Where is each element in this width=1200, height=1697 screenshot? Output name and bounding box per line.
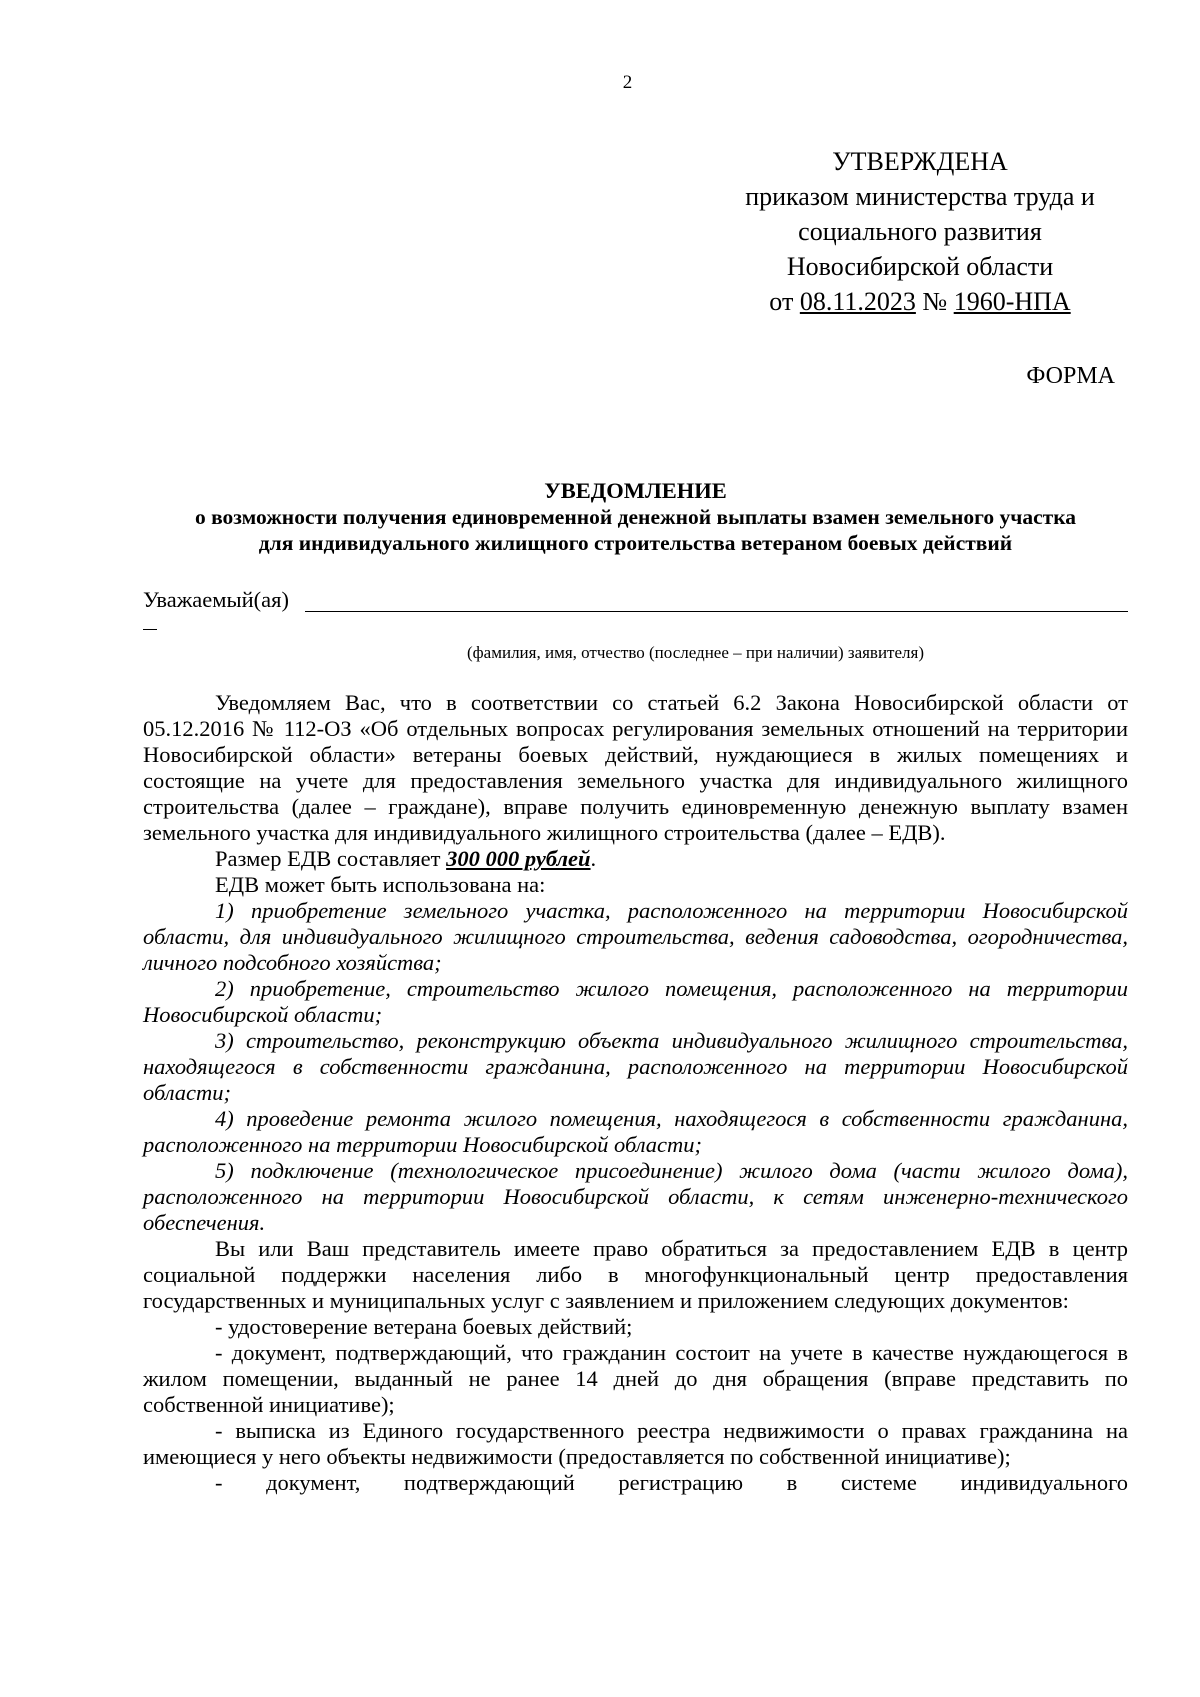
notice-title: УВЕДОМЛЕНИЕ [544, 478, 727, 503]
page-number: 2 [622, 72, 633, 93]
document-item-4: - документ, подтверждающий регистрацию в системе индивидуального [215, 1470, 1128, 1495]
document-item-3: - выписка из Единого государственного реестра недвижимости о правах гражданина на имеющиеся у него объекты недвижимости (предоставляется по собственной инициативе); [143, 1418, 1128, 1469]
intro-paragraph: Уведомляем Вас, что в соответствии со статьей 6.2 Закона Новосибирской области от 05.12.2016 № 112-ОЗ «Об отдельных вопросах регулирования земельных отношений на территории Новосибирской области» ветераны боевых действий, нуждающиеся в жилых помещениях и состоящие на учете для предоставления земельного участка для индивидуального жилищного строительства (далее – граждане), вправе получить единовременную денежную выплату взамен земельного участка для индивидуального жилищного строительства (далее – ЕДВ). [143, 690, 1128, 845]
approval-number-sign: № [922, 287, 948, 316]
greeting-row [143, 587, 1128, 613]
name-fill-line [305, 611, 1128, 612]
usage-item-3: 3) строительство, реконструкцию объекта индивидуального жилищного строительства, находящегося в собственности гражданина, расположенного на территории Новосибирской области; [143, 1028, 1128, 1105]
document-item-2: - документ, подтверждающий, что гражданин состоит на учете в качестве нуждающегося в жилом помещении, выданный не ранее 14 дней до дня обращения (вправе представить по собственной инициативе); [143, 1340, 1128, 1417]
notice-subtitle-line-2: для индивидуального жилищного строительства ветераном боевых действий [258, 531, 1013, 555]
approval-stamp-block [700, 144, 1140, 319]
greeting-label: Уважаемый(ая) [143, 587, 289, 612]
usage-item-1: 1) приобретение земельного участка, расположенного на территории Новосибирской области, для индивидуального жилищного строительства, ведения садоводства, огородничества, личного подсобного хозяйства; [143, 898, 1128, 975]
amount-suffix: . [590, 846, 597, 871]
usage-intro: ЕДВ может быть использована на: [215, 872, 546, 897]
document-item-1: - удостоверение ветерана боевых действий; [215, 1314, 633, 1339]
name-fill-dash [143, 615, 157, 630]
usage-item-5: 5) подключение (технологическое присоединение) жилого дома (части жилого дома), расположенного на территории Новосибирской области, к сетям инженерно-технического обеспечения. [143, 1158, 1128, 1235]
approval-prefix: от [769, 287, 794, 316]
amount-value: 300 000 рублей [446, 846, 591, 871]
form-label: ФОРМА [1026, 363, 1115, 389]
name-fill-caption: (фамилия, имя, отчество (последнее – при наличии) заявителя) [467, 643, 924, 662]
amount-paragraph [143, 846, 1128, 872]
approval-line-4: Новосибирской области [786, 252, 1054, 281]
approval-number: 1960-НПА [953, 287, 1071, 316]
notice-subtitle-line-1: о возможности получения единовременной денежной выплаты взамен земельного участка [194, 505, 1077, 529]
notice-body [143, 690, 1128, 1496]
usage-item-2: 2) приобретение, строительство жилого помещения, расположенного на территории Новосибирской области; [143, 976, 1128, 1027]
approval-date-line [700, 284, 1140, 319]
documents-intro: Вы или Ваш представитель имеете право обратиться за предоставлением ЕДВ в центр социальной поддержки населения либо в многофункциональный центр предоставления государственных и муниципальных услуг с заявлением и приложением следующих документов: [143, 1236, 1128, 1313]
usage-item-4: 4) проведение ремонта жилого помещения, находящегося в собственности гражданина, расположенного на территории Новосибирской области; [143, 1106, 1128, 1157]
amount-prefix: Размер ЕДВ составляет [215, 846, 441, 871]
approval-line-3: социального развития [798, 217, 1042, 246]
approval-title: УТВЕРЖДЕНА [832, 147, 1008, 176]
approval-line-2: приказом министерства труда и [745, 182, 1095, 211]
approval-date: 08.11.2023 [799, 287, 916, 316]
notice-heading [143, 478, 1128, 556]
